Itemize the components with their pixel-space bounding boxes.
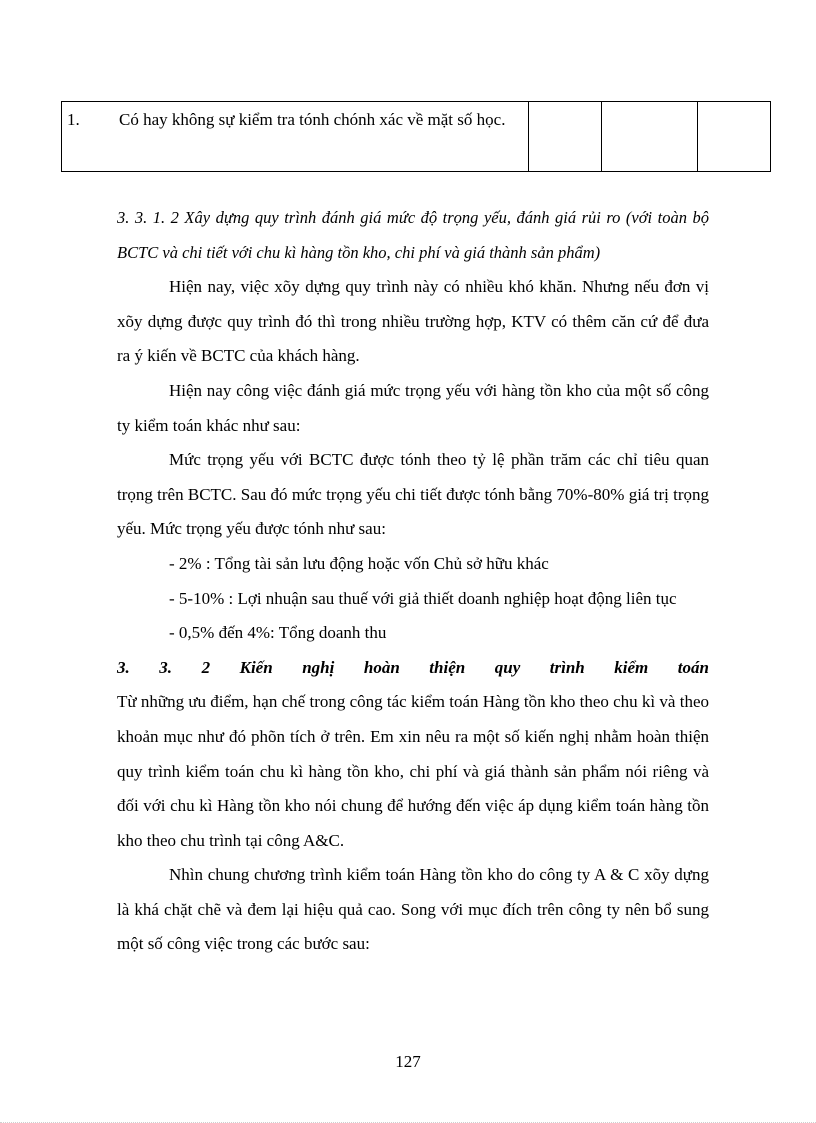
table-cell-empty-1 <box>529 102 602 172</box>
page-number: 127 <box>395 1052 421 1071</box>
paragraph-4: Từ những ưu điểm, hạn chế trong công tác kiểm toán Hàng tồn kho theo chu kì và theo khoản mục như đó phõn tích ở trên. Em xin nêu ra một số kiến nghị nhằm hoàn thiện quy trình kiểm toán chu kì hàng tồn kho, chi phí và giá thành sản phẩm nói riêng và đối với chu kì Hàng tồn kho nói chung để hướng đến việc áp dụng kiểm toán hàng tồn kho theo chu trình tại công A&C. <box>117 692 709 850</box>
paragraph-3: Mức trọng yếu với BCTC được tónh theo tỷ lệ phần trăm các chỉ tiêu quan trọng trên BCTC. Sau đó mức trọng yếu chi tiết được tónh bằng 70%-80% giá trị trọng yếu. Mức trọng yếu được tónh như sau: <box>117 450 709 539</box>
table-row <box>62 102 771 172</box>
table-cell-empty-2 <box>602 102 698 172</box>
list-item-3: - 0,5% đến 4%: Tổng doanh thu <box>169 623 387 643</box>
row-number: 1. <box>67 110 80 129</box>
section-body <box>117 201 709 962</box>
section-heading-3-3-2: 3. 3. 2 Kiến nghị hoàn thiện quy trình kiểm toán <box>117 657 709 677</box>
checklist-table <box>61 101 771 172</box>
table-cell-empty-3 <box>698 102 771 172</box>
list-item-2: - 5-10% : Lợi nhuận sau thuế với giả thiết doanh nghiệp hoạt động liên tục <box>169 588 677 608</box>
paragraph-2: Hiện nay công việc đánh giá mức trọng yếu với hàng tồn kho của một số công ty kiểm toán khác như sau: <box>117 380 709 435</box>
table-cell-question <box>62 102 529 172</box>
paragraph-5: Nhìn chung chương trình kiểm toán Hàng tồn kho do công ty A & C xõy dựng là khá chặt chẽ và đem lại hiệu quả cao. Song với mục đích trên công ty nên bổ sung một số công việc trong các bước sau: <box>117 865 709 954</box>
row-question-text: Có hay không sự kiểm tra tónh chónh xác về mặt số học. <box>119 110 506 129</box>
paragraph-1: Hiện nay, việc xõy dựng quy trình này có nhiều khó khăn. Nhưng nếu đơn vị xõy dựng được quy trình đó thì trong nhiều trường hợp, KTV có thêm căn cứ để đưa ra ý kiến về BCTC của khách hàng. <box>117 277 709 366</box>
list-item-1: - 2% : Tổng tài sản lưu động hoặc vốn Chủ sở hữu khác <box>169 553 549 573</box>
section-heading-3-3-1-2: 3. 3. 1. 2 Xây dựng quy trình đánh giá mức độ trọng yếu, đánh giá rủi ro (với toàn bộ BCTC và chi tiết với chu kì hàng tồn kho, chi phí và giá thành sản phẩm) <box>117 208 709 262</box>
